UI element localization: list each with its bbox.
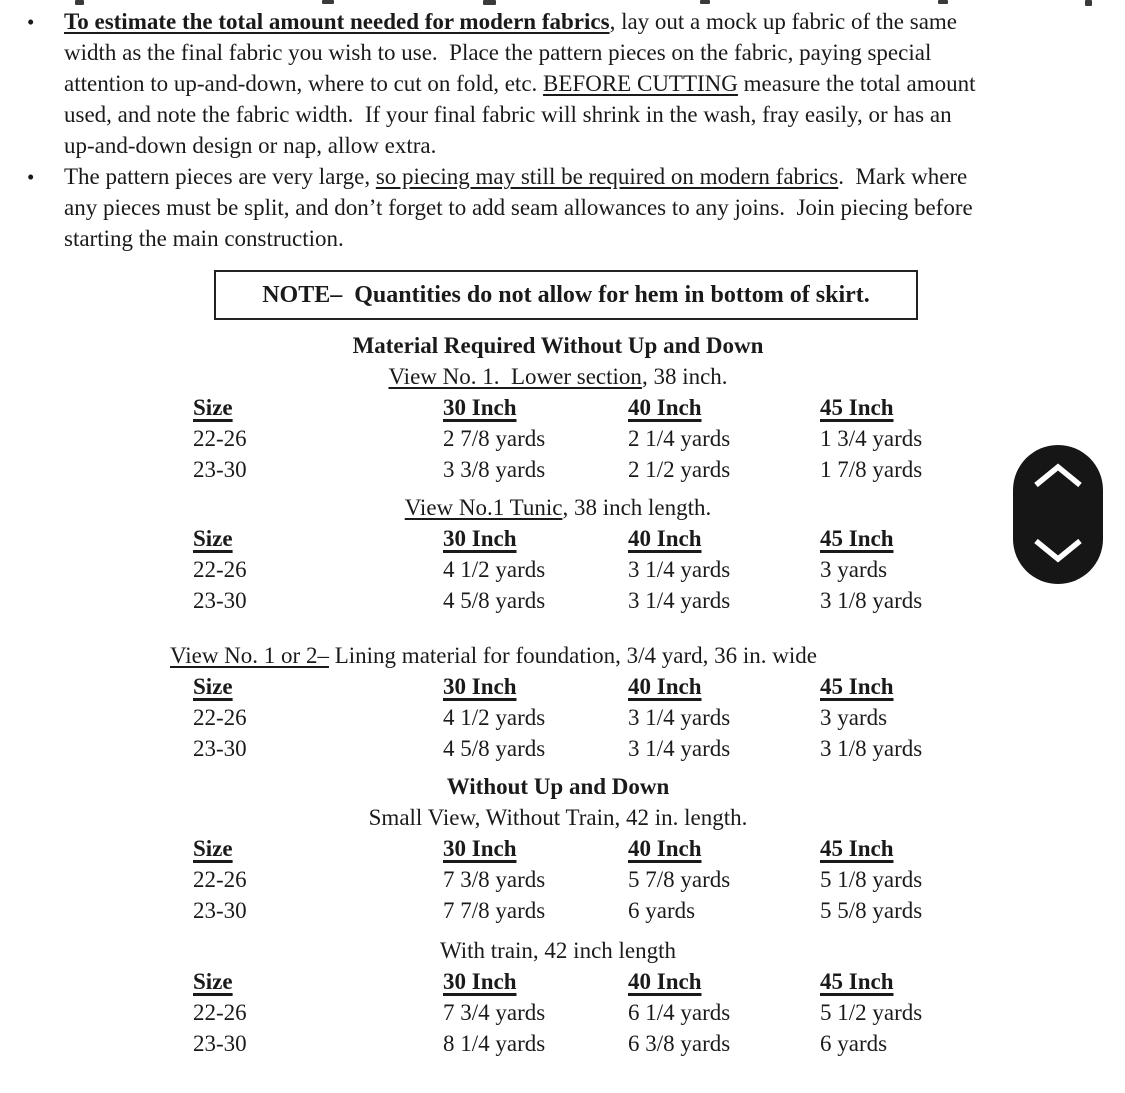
column-header [628,966,820,997]
text-segment: , lay out a mock up fabric of the same [609,9,957,34]
bullet-icon: • [27,165,35,189]
table-row [193,585,967,616]
text-segment: With train, 42 inch length [439,938,677,963]
table-header-row [193,392,967,423]
note-box [214,270,918,320]
column-header-label: 30 Inch [443,969,517,994]
text-segment: starting the main construction. [64,226,344,251]
yardage-cell: 1 3/4 yards [820,426,923,451]
column-header [820,392,967,423]
size-cell: 23-30 [193,736,247,761]
yardage-cell: 3 yards [820,557,888,582]
bullet-item [27,6,1107,161]
table-row [193,895,967,926]
yardage-cell: 6 yards [628,898,696,923]
fabric-table [193,392,967,485]
text-segment: The pattern pieces are very large, [64,164,376,189]
text-line [64,130,1107,161]
fabric-table [193,523,967,616]
size-cell: 22-26 [193,1000,247,1025]
yardage-cell: 8 1/4 yards [443,1031,546,1056]
column-header-label: 30 Inch [443,836,517,861]
column-header-label: 40 Inch [628,526,702,551]
column-header [193,523,443,554]
size-cell: 23-30 [193,457,247,482]
text-line [64,161,1107,192]
text-segment: , 38 inch length. [562,495,712,520]
text-line [64,192,1107,223]
text-segment: used, and note the fabric width. If your final fabric will shrink in the wash, fray easily, or has an [64,102,952,127]
yardage-cell: 5 1/8 yards [820,867,923,892]
yardage-cell: 3 1/8 yards [820,736,923,761]
column-header-label: Size [193,836,233,861]
column-header [820,523,967,554]
text-line [64,6,1107,37]
column-header [820,671,967,702]
scroll-down-button[interactable] [1013,515,1103,584]
text-segment: BEFORE CUTTING [543,71,738,96]
fabric-table [193,671,967,764]
yardage-cell: 3 1/4 yards [628,557,731,582]
size-cell: 23-30 [193,588,247,613]
table-row [193,1028,967,1059]
table-row [193,702,967,733]
yardage-cell: 3 3/8 yards [443,457,546,482]
column-header-label: 45 Inch [820,395,894,420]
column-header [443,833,628,864]
fabric-table [193,833,967,926]
bullet-text [64,6,1107,161]
table-block-lower-section [0,330,1116,485]
yardage-cell: 1 7/8 yards [820,457,923,482]
size-cell: 22-26 [193,557,247,582]
yardage-cell: 4 5/8 yards [443,736,546,761]
text-segment: . Mark where [838,164,968,189]
column-header-label: Size [193,674,233,699]
size-cell: 23-30 [193,898,247,923]
column-header [628,671,820,702]
table-title [0,361,1116,392]
yardage-cell: 2 7/8 yards [443,426,546,451]
column-header-label: Size [193,395,233,420]
size-cell: 23-30 [193,1031,247,1056]
clipped-text-fragment [938,0,948,4]
column-header-label: Size [193,526,233,551]
yardage-cell: 6 yards [820,1031,888,1056]
column-header-label: 30 Inch [443,526,517,551]
yardage-cell: 3 1/4 yards [628,705,731,730]
column-header-label: 40 Inch [628,395,702,420]
table-header-row [193,966,967,997]
column-header [820,833,967,864]
size-cell: 22-26 [193,426,247,451]
table-row [193,864,967,895]
yardage-cell: 4 5/8 yards [443,588,546,613]
yardage-cell: 3 1/8 yards [820,588,923,613]
yardage-cell: 4 1/2 yards [443,705,546,730]
size-cell: 22-26 [193,867,247,892]
column-header-label: 45 Inch [820,836,894,861]
text-line [64,223,1107,254]
text-segment: Lining material for foundation, 3/4 yard, 36 in. wide [328,643,817,668]
column-header [443,523,628,554]
section-heading: Without Up and Down [446,774,670,799]
yardage-cell: 7 3/8 yards [443,867,546,892]
fabric-table [193,966,967,1059]
yardage-cell: 5 1/2 yards [820,1000,923,1025]
column-header-label: Size [193,969,233,994]
column-header-label: 40 Inch [628,969,702,994]
yardage-cell: 4 1/2 yards [443,557,546,582]
table-title [0,640,1116,671]
table-header-row [193,833,967,864]
material-required-heading: Material Required Without Up and Down [352,333,764,358]
text-segment: attention to up-and-down, where to cut on fold, etc. [64,71,544,96]
yardage-cell: 7 7/8 yards [443,898,546,923]
table-row [193,997,967,1028]
yardage-cell: 2 1/2 yards [628,457,731,482]
intro-bullet-list [27,6,1107,254]
size-cell: 22-26 [193,705,247,730]
table-row [193,554,967,585]
clipped-text-fragment [75,0,84,5]
column-header [820,966,967,997]
column-header [443,966,628,997]
clipped-text-fragment [700,0,710,4]
column-header [628,392,820,423]
column-header-label: 30 Inch [443,395,517,420]
text-segment: Small View, Without Train, 42 in. length. [368,805,748,830]
bullet-item [27,161,1107,254]
table-title [0,802,1116,833]
table-title [0,935,1116,966]
column-header [443,671,628,702]
yardage-cell: 5 7/8 yards [628,867,731,892]
column-header [628,833,820,864]
text-segment: To estimate the total amount needed for modern fabrics [64,9,610,34]
yardage-cell: 5 5/8 yards [820,898,923,923]
text-segment: so piecing may still be required on modern fabrics [375,164,839,189]
column-header [193,833,443,864]
text-segment: , 38 inch. [641,364,728,389]
table-block-small-view [0,771,1116,926]
table-title [0,492,1116,523]
column-header-label: 40 Inch [628,674,702,699]
column-header [628,523,820,554]
text-segment: View No. 1 or 2– [170,643,329,668]
clipped-text-fragment [483,0,496,5]
column-header-label: 45 Inch [820,674,894,699]
scroll-widget [1013,445,1103,584]
text-segment: any pieces must be split, and don’t forget to add seam allowances to any joins. Join piecing before [64,195,973,220]
text-line [64,68,1107,99]
yardage-cell: 3 yards [820,705,888,730]
table-header-row [193,523,967,554]
column-header [193,671,443,702]
text-segment: measure the total amount [737,71,976,96]
table-row [193,423,967,454]
text-segment: View No.1 Tunic [404,495,563,520]
table-block-lining [0,640,1116,764]
bullet-text [64,161,1107,254]
note-text: NOTE– Quantities do not allow for hem in bottom of skirt. [262,281,870,308]
yardage-cell: 7 3/4 yards [443,1000,546,1025]
text-segment: width as the final fabric you wish to use. Place the pattern pieces on the fabric, paying special [64,40,932,65]
yardage-cell: 3 1/4 yards [628,588,731,613]
yardage-cell: 6 3/8 yards [628,1031,731,1056]
table-block-tunic [0,492,1116,616]
table-row [193,454,967,485]
clipped-text-fragment [322,0,334,4]
scroll-up-button[interactable] [1013,445,1103,514]
yardage-cell: 2 1/4 yards [628,426,731,451]
table-row [193,733,967,764]
yardage-cell: 3 1/4 yards [628,736,731,761]
table-header-row [193,671,967,702]
text-segment: View No. 1. Lower section [388,364,642,389]
text-line [64,99,1107,130]
column-header-label: 30 Inch [443,674,517,699]
column-header-label: 45 Inch [820,969,894,994]
table-block-with-train [0,935,1116,1059]
column-header-label: 45 Inch [820,526,894,551]
column-header [193,966,443,997]
column-header-label: 40 Inch [628,836,702,861]
text-segment: up-and-down design or nap, allow extra. [64,133,437,158]
column-header [193,392,443,423]
text-line [64,37,1107,68]
bullet-icon: • [27,10,35,34]
yardage-cell: 6 1/4 yards [628,1000,731,1025]
column-header [443,392,628,423]
